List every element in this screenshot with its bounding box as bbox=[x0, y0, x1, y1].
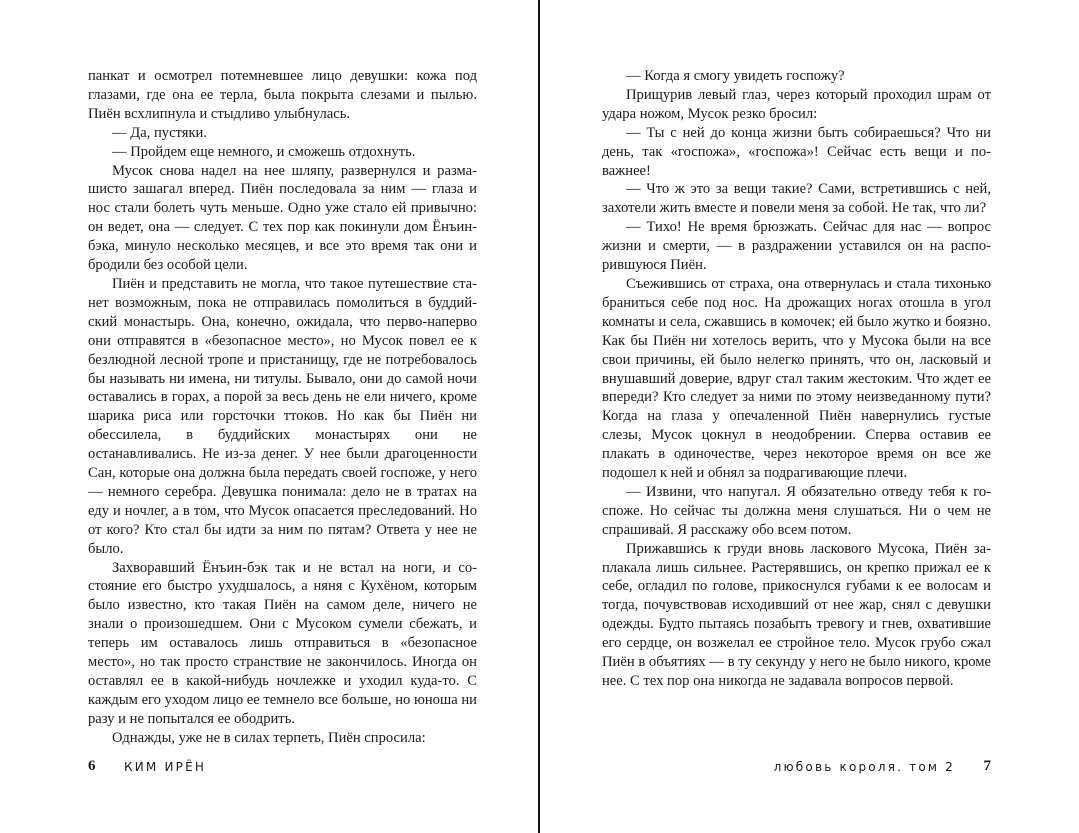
paragraph: — Когда я смогу увидеть госпожу? bbox=[626, 68, 845, 84]
paragraph: Захворавший Ёнъин-бэк так и не встал на ноги, и состояние его быстро ухудшалось, а няня с Кухёном, которым было известно, кто такая Пиён на самом деле, ничего не знали о произошедшем. Они с Мусоком сумели сбежать, и теперь им оставалось лишь отправиться в «безопасное место», но так просто странствие не закончилось. Иногда он оставлял ее в какой-нибудь ночлежке и уходил куда-то. С каждым его уходом лицо ее темнело все больше, но юноша ни разу и не попытался ее ободрить. bbox=[88, 559, 477, 727]
paragraph: панкат и осмотрел потемневшее лицо девушки: кожа под глазами, где она ее терла, была покрыта слезами и пылью. Пиён всхлипнула и стыдливо улыбнулась. bbox=[88, 68, 477, 122]
paragraph: Мусок снова надел на нее шляпу, развернулся и размашисто зашагал вперед. Пиён последовала за ним — глаза и нос стали болеть чуть меньше. Одно уже стало ей привычно: он ведет, она — следует. С тех пор как покинули дом Ёнъин-бэка, минуло несколько месяцев, и все это время так они и бродили без особой цели. bbox=[88, 162, 477, 274]
paragraph: Пиён и представить не могла, что такое путешествие станет возможным, пока не отправилась помолиться в буддийский монастырь. Она, конечно, ожидала, что перво-наперво они отправятся в «безопасное место», но Мусок повел ее к безлюдной лесной тропе и пристанищу, где не потребовалось бы называть ни имена, ни титулы. Бывало, они до самой ночи оставались в горах, а порой за весь день не ели ничего, кроме шарика риса или горсточки ттоков. Но как бы Пиён ни обессилела, в буддийских монастырях они не останавливались. Не из-за денег. У нее были драгоценности Сан, которые она должна была передать своей госпоже, у него — немного серебра. Девушка понимала: дело не в тратах на еду и ночлег, а в том, что Мусок опасается преследований. Но от кого? Кто стал бы идти за ним по пятам? Ответа у нее не было. bbox=[88, 275, 477, 557]
paragraph: — Да, пустяки. bbox=[112, 124, 208, 141]
right-page-text bbox=[602, 67, 991, 691]
running-head-title: любовь короля. том 2 bbox=[773, 760, 955, 774]
left-page-footer bbox=[88, 757, 477, 777]
paragraph: — Что ж это за вещи такие? Сами, встретившись с ней, захотели жить вместе и повели меня за собой. Не так, что ли? bbox=[602, 181, 991, 217]
left-page bbox=[0, 0, 539, 833]
left-page-text bbox=[88, 67, 477, 748]
paragraph: Однажды, уже не в силах терпеть, Пиён спросила: bbox=[112, 729, 426, 746]
paragraph: — Извини, что напугал. Я обязательно отведу тебя к госпоже. Но сейчас ты должна меня слушаться. Ни о чем не спрашивай. Я расскажу обо всем потом. bbox=[602, 483, 991, 538]
paragraph: — Тихо! Не время брюзжать. Сейчас для нас — вопрос жизни и смерти, — в раздражении уставился он на распорившуюся Пиён. bbox=[602, 219, 991, 274]
page-number: 7 bbox=[983, 758, 991, 774]
paragraph: — Ты с ней до конца жизни быть собираешься? Что ни день, так «госпожа», «госпожа»! Сейчас есть вещи и поважнее! bbox=[602, 124, 991, 179]
page-number: 6 bbox=[88, 758, 96, 774]
running-head-author: КИМ ИРЁН bbox=[124, 760, 207, 774]
paragraph: Прижавшись к груди вновь ласкового Мусока, Пиён заплакала лишь сильнее. Растерявшись, он крепко прижал ее к себе, огладил по голове, прикоснулся губами к ее волосам и тогда, почувствовав исходивший от нее жар, снял с девушки одежды. Будто пытаясь позабыть тревогу и гнев, охватившие его сердце, он возжелал ее стройное тело. Мусок грубо сжал Пиён в объятиях — в ту секунду у него не было никого, кроме нее. С тех пор она никогда не задавала вопросов первой. bbox=[602, 540, 991, 689]
paragraph: Съежившись от страха, она отвернулась и стала тихонько браниться себе под нос. На дрожащих ногах отошла в угол комнаты и села, сжавшись в комочек; ей было жутко и боязно. Как бы Пиён ни хотелось верить, что у Мусока были на все свои причины, ей было нелегко принять, что он, ласковый и внушавший доверие, вдруг стал таким жестоким. Что ждет ее впереди? Кто следует за ними по этому неизведанному пути? Когда на глаза у опечаленной Пиён навернулись густые слезы, Мусок цокнул в неодобрении. Сперва оставив ее плакать в одиночестве, через некоторое время он все же подошел к ней и обнял за подрагивающие плечи. bbox=[602, 275, 991, 482]
paragraph: Прищурив левый глаз, через который проходил шрам от удара ножом, Мусок резко бросил: bbox=[602, 86, 991, 122]
right-page-footer bbox=[602, 757, 991, 777]
paragraph: — Пройдем еще немного, и сможешь отдохнуть. bbox=[112, 143, 416, 160]
right-page bbox=[540, 0, 1079, 833]
